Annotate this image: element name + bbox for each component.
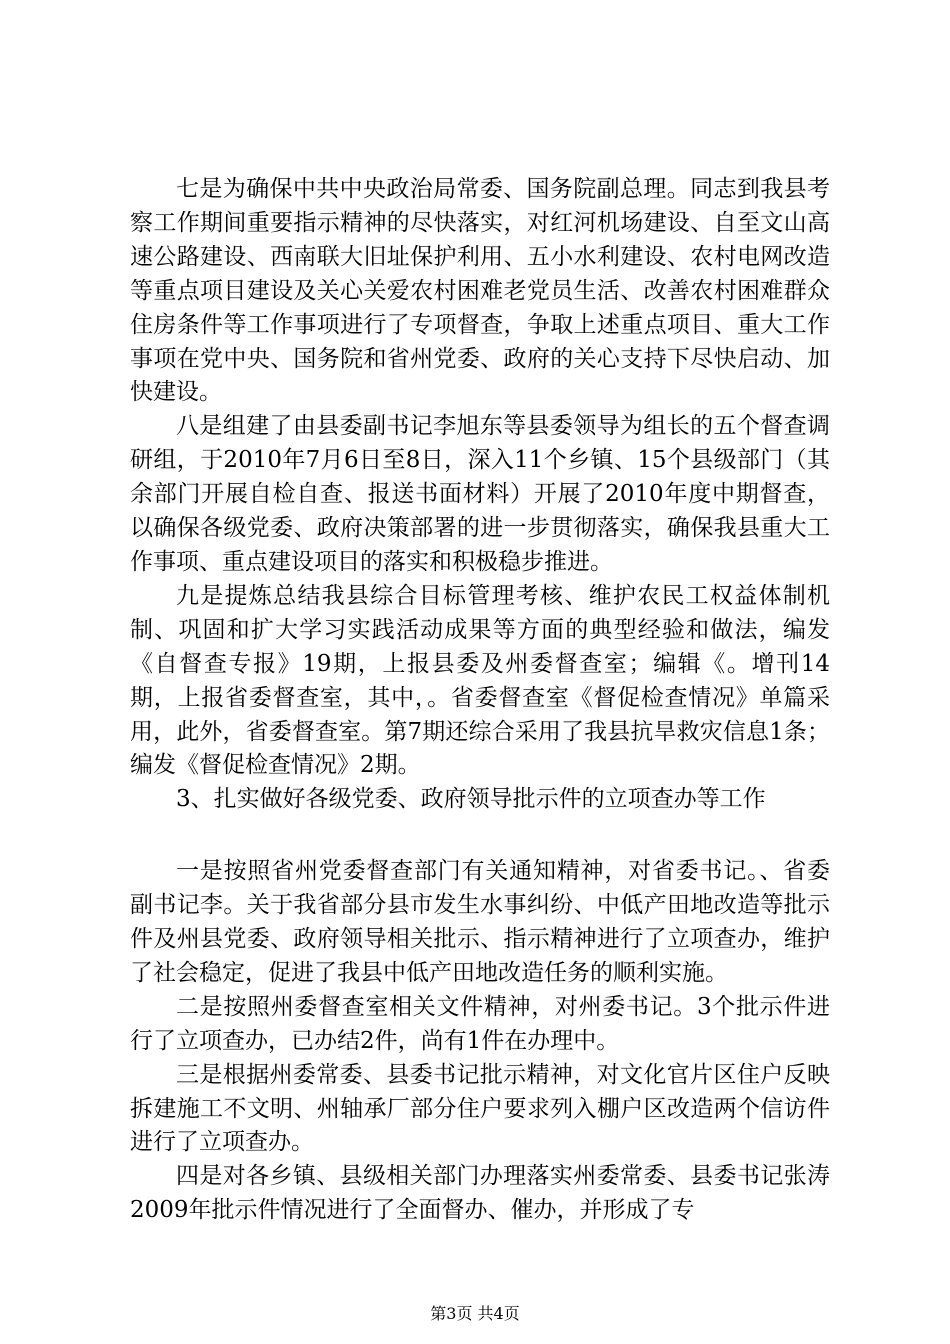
paragraph-7: 七是为确保中共中央政治局常委、国务院副总理。同志到我县考察工作期间重要指示精神的尽快落实，对红河机场建设、自至文山高速公路建设、西南联大旧址保护利用、五小水利建设、农村电网改造等重点项目建设及关心关爱农村困难老党员生活、改善农村困难群众住房条件等工作事项进行了专项督查，争取上述重点项目、重大工作事项在党中央、国务院和省州党委、政府的关心支持下尽快启动、加快建设。 xyxy=(130,176,830,406)
paragraph-2: 二是按照州委督查室相关文件精神，对州委书记。3个批示件进行了立项查办，已办结2件，尚有1件在办理中。 xyxy=(130,993,830,1054)
paragraph-1: 一是按照省州党委督查部门有关通知精神，对省委书记。、省委副书记李。关于我省部分县市发生水事纠纷、中低产田地改造等批示件及州县党委、政府领导相关批示、指示精神进行了立项查办，维护了社会稳定，促进了我县中低产田地改造任务的顺利实施。 xyxy=(130,858,830,986)
paragraph-8: 八是组建了由县委副书记李旭东等县委领导为组长的五个督查调研组，于2010年7月6日至8日，深入11个乡镇、15个县级部门（其余部门开展自检自查、报送书面材料）开展了2010年度中期督查，以确保各级党委、政府决策部署的进一步贯彻落实，确保我县重大工作事项、重点建设项目的落实和积极稳步推进。 xyxy=(130,413,830,575)
blank-line xyxy=(130,817,830,855)
paragraph-4: 四是对各乡镇、县级相关部门办理落实州委常委、县委书记张涛2009年批示件情况进行了全面督办、催办，并形成了专 xyxy=(130,1163,830,1224)
page-footer: 第3页 共4页 xyxy=(430,1304,520,1323)
section-heading: 3、扎实做好各级党委、政府领导批示件的立项查办等工作 xyxy=(176,786,766,813)
document-body xyxy=(130,173,830,1228)
paragraph-9: 九是提炼总结我县综合目标管理考核、维护农民工权益体制机制、巩固和扩大学习实践活动成果等方面的典型经验和做法，编发《自督查专报》19期，上报县委及州委督查室；编辑《。增刊14期，上报省委督查室，其中，。省委督查室《督促检查情况》单篇采用，此外，省委督查室。第7期还综合采用了我县抗旱救灾信息1条；编发《督促检查情况》2期。 xyxy=(130,582,830,779)
paragraph-3: 三是根据州委常委、县委书记批示精神，对文化官片区住户反映拆建施工不文明、州轴承厂部分住户要求列入棚户区改造两个信访件进行了立项查办。 xyxy=(130,1061,830,1156)
